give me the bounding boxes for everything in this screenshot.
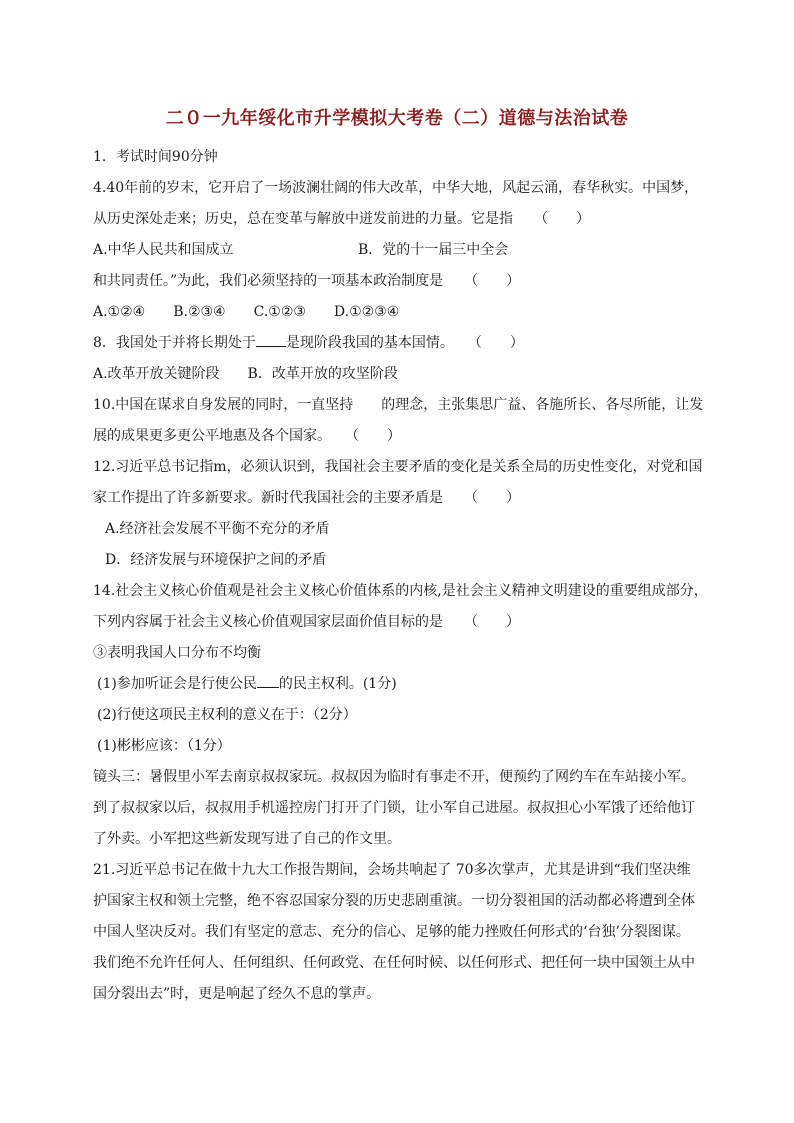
option-a: A.中华人民共和国成立	[93, 242, 234, 258]
exam-note: 1．考试时间90分钟	[93, 149, 218, 165]
scene-3-text-end: 了外卖。小军把这些新发现写进了自己的作文里。	[93, 831, 401, 847]
exam-content	[93, 142, 713, 1010]
question-4-options	[93, 235, 713, 266]
subquestion-1b: (1)彬彬应该：（1分）	[97, 738, 231, 754]
question-21-stem: 21.习近平总书记在做十九大工作报告期间，会场共响起了 70多次掌声，尤其是讲到“我们坚决维	[93, 862, 691, 878]
statement-3: ③表明我国人口分布不均衡	[93, 645, 261, 661]
question-21-stem-cont-1: 护国家主权和领土完整，绝不容忍国家分裂的历史悲剧重演。一切分裂祖国的活动都必将遭到全体	[93, 893, 695, 909]
question-12-option-d: D．经济发展与环境保护之间的矛盾	[105, 552, 327, 568]
question-10-stem	[93, 390, 713, 421]
scene-3-text-cont: 到了叔叔家以后，叔叔用手机遥控房门打开了门锁，让小军自己进屋。叔叔担心小军饿了还给他订	[93, 800, 695, 816]
question-21-stem-cont-2: 中国人坚决反对。我们有坚定的意志、充分的信心、足够的能力挫败任何形式的‘台独’分裂图谋。	[93, 924, 690, 940]
question-21-stem-end: 国分裂出去”时，更是响起了经久不息的掌声。	[93, 986, 381, 1002]
question-8-options: A.改革开放关键阶段 B．改革开放的攻坚阶段	[93, 366, 398, 382]
subquestion-1	[93, 669, 713, 700]
question-12-stem-cont: 家工作提出了许多新要求。新时代我国社会的主要矛盾是 （ ）	[93, 490, 520, 506]
question-fragment: 和共同责任。”为此，我们必须坚持的一项基本政治制度是 （ ）	[93, 273, 521, 289]
subquestion-2: (2)行使这项民主权利的意义在于：（2分）	[97, 707, 357, 723]
question-14-stem: 14.社会主义核心价值观是社会主义核心价值体系的内核,是社会主义精神文明建设的重要组成部分，	[93, 583, 708, 599]
option-b: B．党的十一届三中全会	[358, 242, 509, 258]
question-12-stem: 12.习近平总书记指m，必须认识到，我国社会主要矛盾的变化是关系全局的历史性变化，对党和国	[93, 459, 703, 475]
question-4-stem: 4.40年前的岁末，它开启了一场波澜壮阔的伟大改革，中华大地，风起云涌，春华秋实。中国梦，	[93, 180, 699, 196]
question-12-option-a: A.经济社会发展不平衡不充分的矛盾	[105, 521, 330, 537]
question-8-text-b: 是现阶段我国的基本国情。 （ ）	[285, 335, 524, 351]
question-8-text-a: 8．我国处于并将长期处于	[93, 335, 256, 351]
question-8-stem	[93, 328, 713, 359]
question-4-stem-cont: 从历史深处走来；历史，总在变革与解放中迸发前进的力量。它是指 （ ）	[93, 211, 590, 227]
scene-3-text: 镜头三：暑假里小军去南京叔叔家玩。叔叔因为临时有事走不开，便预约了网约车在车站接小军。	[93, 769, 695, 785]
question-10-text-a: 10.中国在谋求自身发展的同时，一直坚持	[93, 397, 354, 413]
answer-blank	[256, 330, 286, 347]
question-options: A.①②④ B.②③④ C.①②③ D.①②③④	[93, 304, 400, 320]
answer-blank	[257, 671, 279, 688]
question-14-stem-cont: 下列内容属于社会主义核心价值观国家层面价值目标的是 （ ）	[93, 614, 520, 630]
question-10-text-b: 的理念，主张集思广益、各施所长、各尽所能，让发	[381, 397, 704, 413]
subquestion-1-text-a: (1)参加听证会是行使公民	[97, 676, 257, 692]
subquestion-1-text-b: 的民主权利。(1分)	[278, 676, 397, 692]
question-10-stem-cont: 展的成果更多更公平地惠及各个国家。 （ ）	[93, 428, 401, 444]
exam-title: 二０一九年绥化市升学模拟大考卷（二）道德与法治试卷	[165, 108, 629, 129]
question-21-stem-cont-3: 我们绝不允许任何人、任何组织、任何政党、在任何时候、以任何形式、把任何一块中国领土从中	[93, 955, 695, 971]
